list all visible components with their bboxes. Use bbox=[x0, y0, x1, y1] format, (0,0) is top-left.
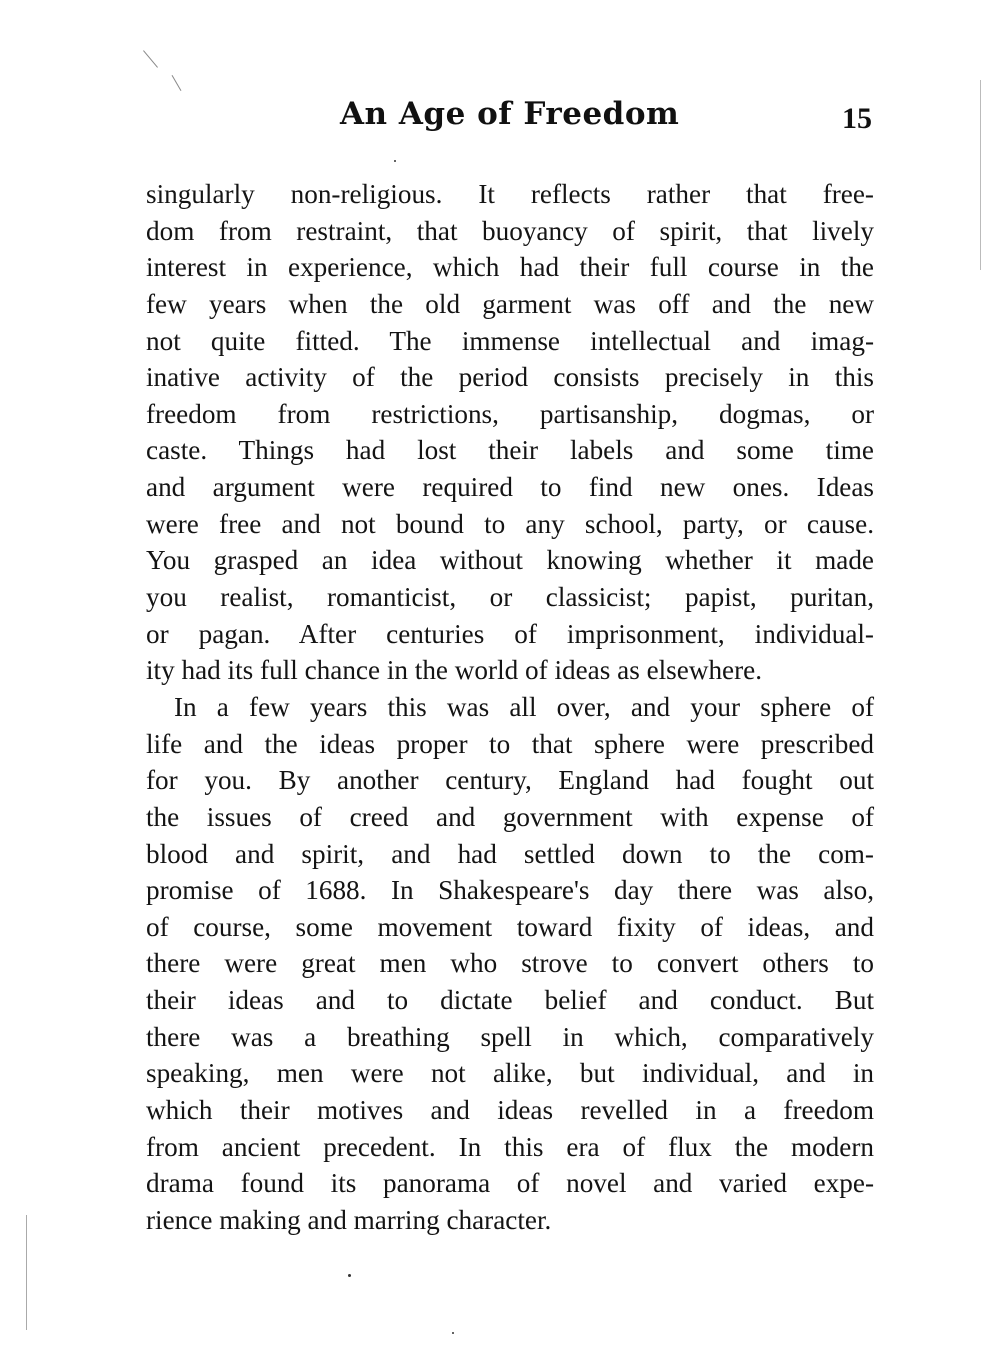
text-line: few years when the old garment was off and the new bbox=[146, 288, 874, 319]
text-line: of course, some movement toward fixity of ideas, and bbox=[146, 911, 874, 942]
running-head: An Age of Freedom bbox=[340, 96, 680, 132]
scan-speck bbox=[348, 1274, 351, 1277]
text-line: and argument were required to find new ones. Ideas bbox=[146, 472, 874, 503]
text-line: which their motives and ideas revelled in a freedom bbox=[146, 1095, 874, 1126]
scan-artifact bbox=[26, 1215, 27, 1330]
scan-speck bbox=[394, 160, 396, 162]
text-line: In a few years this was all over, and your sphere of bbox=[174, 691, 874, 722]
scan-artifact bbox=[980, 80, 981, 270]
text-line: singularly non-religious. It reflects rather that free- bbox=[146, 179, 874, 209]
text-line: life and the ideas proper to that sphere were prescribed bbox=[146, 728, 874, 759]
text-line: dom from restraint, that buoyancy of spirit, that lively bbox=[146, 215, 874, 246]
text-line: caste. Things had lost their labels and some time bbox=[146, 435, 874, 466]
scan-artifact bbox=[172, 75, 182, 91]
text-line: from ancient precedent. In this era of flux the modern bbox=[146, 1131, 874, 1162]
text-line: drama found its panorama of novel and varied expe- bbox=[146, 1168, 874, 1199]
text-line: interest in experience, which had their full course in the bbox=[146, 252, 874, 283]
text-line: You grasped an idea without knowing whether it made bbox=[146, 545, 874, 576]
text-line: not quite fitted. The immense intellectual and imag- bbox=[146, 325, 874, 356]
text-line: for you. By another century, England had fought out bbox=[146, 765, 874, 796]
text-line: speaking, men were not alike, but individual, and in bbox=[146, 1058, 874, 1089]
text-line: promise of 1688. In Shakespeare's day there was also, bbox=[146, 875, 874, 906]
text-line: there was a breathing spell in which, comparatively bbox=[146, 1021, 874, 1052]
text-line: freedom from restrictions, partisanship, dogmas, or bbox=[146, 398, 874, 429]
page-number: 15 bbox=[842, 102, 872, 135]
text-line: their ideas and to dictate belief and conduct. But bbox=[146, 985, 874, 1016]
text-line: blood and spirit, and had settled down to the com- bbox=[146, 838, 874, 869]
text-line: you realist, romanticist, or classicist; papist, puritan, bbox=[146, 582, 874, 613]
text-line: were free and not bound to any school, party, or cause. bbox=[146, 508, 874, 539]
text-line: rience making and marring character. bbox=[146, 1204, 552, 1235]
scan-speck bbox=[452, 1332, 454, 1334]
text-line: or pagan. After centuries of imprisonment, individual- bbox=[146, 618, 874, 649]
text-line: there were great men who strove to convert others to bbox=[146, 948, 874, 979]
body-text bbox=[146, 176, 874, 1239]
text-line: inative activity of the period consists precisely in this bbox=[146, 362, 874, 393]
scan-artifact bbox=[143, 50, 158, 67]
text-line: ity had its full chance in the world of ideas as elsewhere. bbox=[146, 655, 763, 686]
text-line: the issues of creed and government with expense of bbox=[146, 801, 874, 832]
